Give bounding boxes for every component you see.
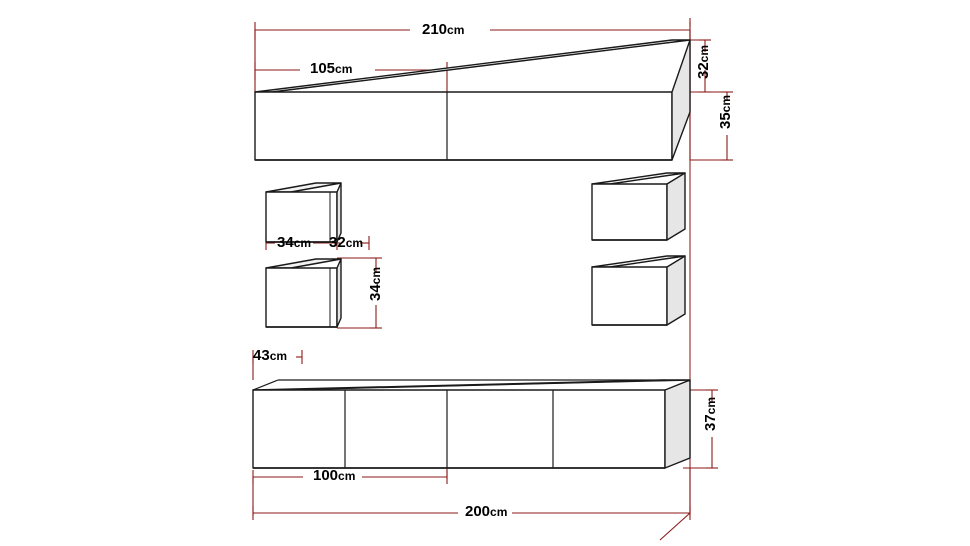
dim-unit: cm xyxy=(269,349,288,363)
dim-value: 34 xyxy=(277,234,294,251)
dimension-label-lowboard-total-width xyxy=(465,504,507,520)
dim-unit: cm xyxy=(369,266,383,285)
dim-value: 37 xyxy=(702,414,719,432)
top-wall-cabinet xyxy=(255,40,690,160)
dim-unit: cm xyxy=(345,236,364,250)
dim-unit: cm xyxy=(697,44,711,63)
dim-value: 43 xyxy=(253,347,270,364)
dimension-label-lowboard-door-width xyxy=(313,468,355,484)
dim-value: 100 xyxy=(313,467,339,484)
dim-unit: cm xyxy=(293,236,312,250)
dimension-label-small-cabinet-width xyxy=(277,235,311,251)
dimension-label-top-cabinet-door-width xyxy=(310,61,352,77)
small-cabinet-lower-right xyxy=(592,256,685,325)
dimension-label-lowboard-depth xyxy=(253,348,287,364)
dim-value: 105 xyxy=(310,60,336,77)
dim-unit: cm xyxy=(490,505,508,519)
dim-value: 34 xyxy=(367,284,384,302)
dimension-label-small-cabinet-depth xyxy=(329,235,363,251)
dimension-label-top-cabinet-total-width xyxy=(422,22,464,38)
small-cabinet-lower-left xyxy=(266,259,341,327)
dimension-label-top-cabinet-depth xyxy=(696,39,712,85)
dim-value: 210 xyxy=(422,21,448,38)
dim-value: 200 xyxy=(465,503,491,520)
dim-unit: cm xyxy=(719,94,733,113)
dim-value: 32 xyxy=(329,234,346,251)
dimension-label-small-cabinet-height xyxy=(368,261,384,307)
dim-value: 35 xyxy=(717,112,734,130)
dim-unit: cm xyxy=(704,396,718,415)
dim-unit: cm xyxy=(335,62,353,76)
dim-unit: cm xyxy=(338,469,356,483)
dim-unit: cm xyxy=(447,23,465,37)
small-cabinet-upper-right xyxy=(592,173,685,240)
lowboard-tv-unit xyxy=(253,380,690,468)
dimension-label-lowboard-height xyxy=(703,391,719,437)
dim-value: 32 xyxy=(695,62,712,80)
dimension-label-top-cabinet-height xyxy=(718,89,734,135)
